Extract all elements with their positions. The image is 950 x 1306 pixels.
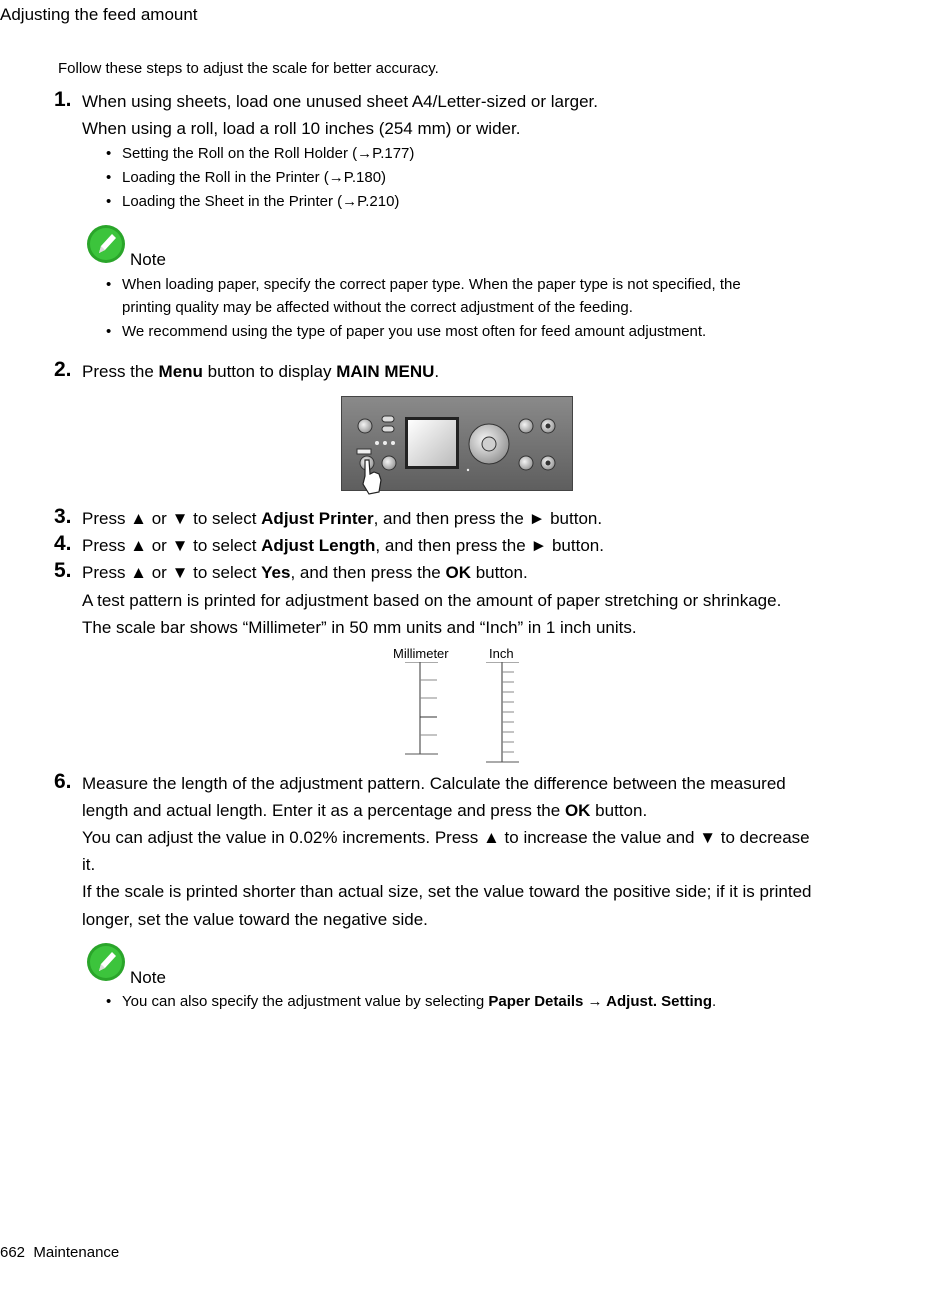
bullet-dot: •	[106, 993, 112, 1010]
note-title-2: Note	[130, 968, 166, 987]
step-6-number: 6.	[54, 770, 72, 793]
main-menu-keyword: MAIN MENU	[336, 362, 435, 381]
link-roll-holder[interactable]	[106, 145, 414, 162]
note-bullet-2	[106, 323, 706, 340]
note-bullet-1	[106, 276, 741, 293]
link-load-sheet-text[interactable]: Loading the Sheet in the Printer (→P.210)	[122, 193, 400, 210]
note-icon	[86, 224, 126, 264]
intro-text: Follow these steps to adjust the scale for better accuracy.	[58, 60, 439, 77]
step-2-post: .	[434, 362, 440, 381]
step-4-post: , and then press the ► button.	[375, 536, 604, 555]
step-1-line-2: When using a roll, load a roll 10 inches (254 mm) or wider.	[82, 119, 521, 138]
step-6-line-3: You can adjust the value in 0.02% increments. Press ▲ to increase the value and ▼ to decrease	[82, 828, 810, 847]
paper-details-keyword: Paper Details → Adjust. Setting	[488, 993, 712, 1010]
step-5-post: button.	[470, 563, 528, 582]
adjust-length-keyword: Adjust Length	[261, 536, 376, 555]
step-5-number: 5.	[54, 559, 72, 582]
millimeter-label: Millimeter	[393, 646, 449, 661]
link-load-roll[interactable]	[106, 169, 386, 186]
note-2-pre: You can also specify the adjustment value by selecting	[122, 993, 489, 1010]
step-5-pre: Press ▲ or ▼ to select	[82, 563, 262, 582]
note-bullet-1-cont: printing quality may be affected without the correct adjustment of the feeding.	[122, 299, 633, 316]
bullet-dot: •	[106, 276, 112, 293]
link-load-sheet[interactable]	[106, 193, 399, 210]
ok-keyword-2: OK	[564, 801, 591, 820]
step-1-number: 1.	[54, 88, 72, 111]
step-2-pre: Press the	[82, 362, 159, 381]
step-6-line-4: it.	[82, 855, 96, 874]
step-6-line-1: Measure the length of the adjustment pattern. Calculate the difference between the measured	[82, 774, 786, 793]
step-2-number: 2.	[54, 358, 72, 381]
bullet-dot: •	[106, 323, 112, 340]
step-5-line-2: A test pattern is printed for adjustment based on the amount of paper stretching or shrinkage.	[82, 591, 782, 610]
step-2-line	[82, 362, 439, 382]
ok-keyword: OK	[445, 563, 471, 582]
bullet-dot: •	[106, 193, 112, 210]
step-5-line-3: The scale bar shows “Millimeter” in 50 mm units and “Inch” in 1 inch units.	[82, 618, 637, 637]
yes-keyword: Yes	[261, 563, 291, 582]
link-roll-holder-text[interactable]: Setting the Roll on the Roll Holder (→P.177)	[122, 145, 415, 162]
note-bullet-2-text: We recommend using the type of paper you use most often for feed amount adjustment.	[122, 323, 707, 340]
step-5-line	[82, 563, 528, 583]
step-2-mid: button to display	[202, 362, 337, 381]
step-5-mid: , and then press the	[290, 563, 446, 582]
step-4-number: 4.	[54, 532, 72, 555]
page-header: Adjusting the feed amount	[0, 5, 198, 24]
page-footer	[0, 1244, 119, 1261]
step-6-line-2	[82, 801, 647, 821]
note-bullet-1-text: When loading paper, specify the correct paper type. When the paper type is not specified, the	[122, 276, 741, 293]
menu-keyword: Menu	[158, 362, 203, 381]
bullet-dot: •	[106, 169, 112, 186]
step-3-post: , and then press the ► button.	[373, 509, 603, 528]
note-title: Note	[130, 250, 166, 269]
step-6-line-2-post: button.	[590, 801, 648, 820]
step-4-pre: Press ▲ or ▼ to select	[82, 536, 262, 555]
scale-bar-illustration	[400, 662, 525, 766]
step-3-line	[82, 509, 602, 529]
step-4-line	[82, 536, 604, 556]
step-6-line-6: longer, set the value toward the negative side.	[82, 910, 428, 929]
step-1-line-1: When using sheets, load one unused sheet A4/Letter-sized or larger.	[82, 92, 598, 111]
note-2-bullet	[106, 993, 716, 1010]
inch-label: Inch	[489, 646, 514, 661]
control-panel-illustration	[341, 396, 573, 496]
note-icon-2	[86, 942, 126, 982]
step-6-line-5: If the scale is printed shorter than actual size, set the value toward the positive side; if it is printed	[82, 882, 812, 901]
section-name: Maintenance	[33, 1244, 120, 1261]
bullet-dot: •	[106, 145, 112, 162]
page-number: 662	[0, 1244, 26, 1261]
link-load-roll-text[interactable]: Loading the Roll in the Printer (→P.180)	[122, 169, 387, 186]
adjust-printer-keyword: Adjust Printer	[261, 509, 374, 528]
step-3-number: 3.	[54, 505, 72, 528]
step-6-line-2-pre: length and actual length. Enter it as a percentage and press the	[82, 801, 565, 820]
note-2-post: .	[712, 993, 717, 1010]
step-3-pre: Press ▲ or ▼ to select	[82, 509, 262, 528]
